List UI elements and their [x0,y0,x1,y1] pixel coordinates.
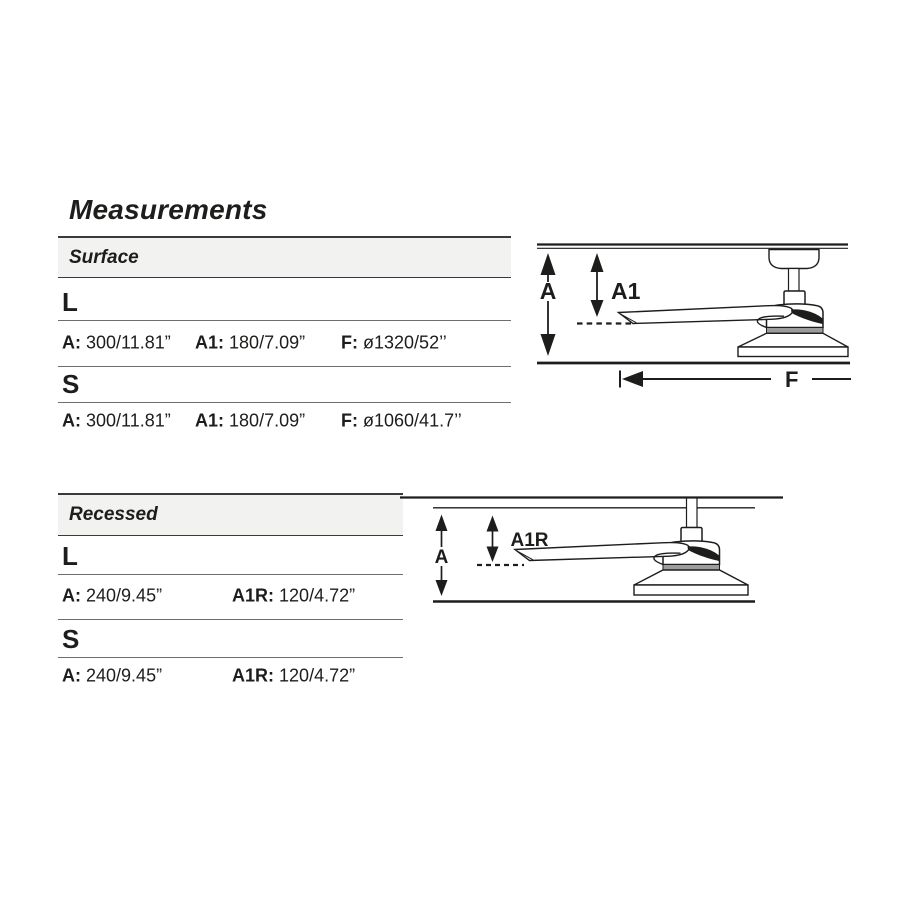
label-a: A [539,278,557,304]
recessed-measurements-table [58,493,403,696]
diffuser-rim [738,347,848,357]
recessed-dimensions-row-l [58,575,403,620]
recessed-size-row-s [58,620,403,658]
surface-mount-diagram [528,238,858,396]
surface-size-row-s [58,367,511,403]
dimension-a: A: 300/11.81” [62,410,171,431]
downrod [687,498,698,528]
recessed-section-header [58,495,403,536]
label-f: F [785,367,799,392]
label-a1r: A1R [510,530,549,551]
dimension-a1: A1: 180/7.09” [195,332,306,353]
diameter-dimension-f [620,367,851,392]
surface-measurements-table [58,236,511,441]
recessed-dimensions-row-s [58,658,403,696]
surface-section-header [58,238,511,278]
surface-dimensions-row-s [58,403,511,441]
recessed-size-row-l [58,536,403,575]
dimension-arrow-a [540,253,557,356]
dimension-f: F: ø1320/52’’ [341,332,447,353]
dimension-a1: A1: 180/7.09” [195,410,306,431]
surface-size-row-l [58,278,511,321]
page-title: Measurements [69,194,268,225]
ceiling-fan-side-view [619,250,849,357]
size-label: S [62,624,80,654]
ceiling-line [537,245,848,249]
dimension-a: A: 240/9.45” [62,665,163,686]
motor-band [663,565,720,571]
recessed-section-title: Recessed [69,504,158,525]
motor-band [767,328,824,334]
surface-dimensions-row-l [58,321,511,367]
surface-section-title: Surface [69,246,139,268]
dimension-a: A: 300/11.81” [62,332,171,353]
dimension-a1r: A1R: 120/4.72” [232,665,356,686]
label-a: A [434,547,449,568]
size-label: L [62,287,78,317]
dimension-a: A: 240/9.45” [62,585,163,606]
dimension-arrow-a [435,515,449,597]
diffuser-rim [634,585,748,595]
canopy [769,250,819,269]
label-a1: A1 [611,278,641,304]
size-label: S [62,369,80,399]
dimension-arrow-a1 [591,253,641,317]
ceiling-fan-side-view [515,498,748,595]
dimension-f: F: ø1060/41.7’’ [341,410,462,431]
recessed-mount-diagram [395,490,790,608]
light-diffuser [634,570,748,585]
light-diffuser [738,333,848,347]
dimension-a1r: A1R: 120/4.72” [232,585,356,606]
size-label: L [62,541,78,571]
downrod [789,269,800,292]
